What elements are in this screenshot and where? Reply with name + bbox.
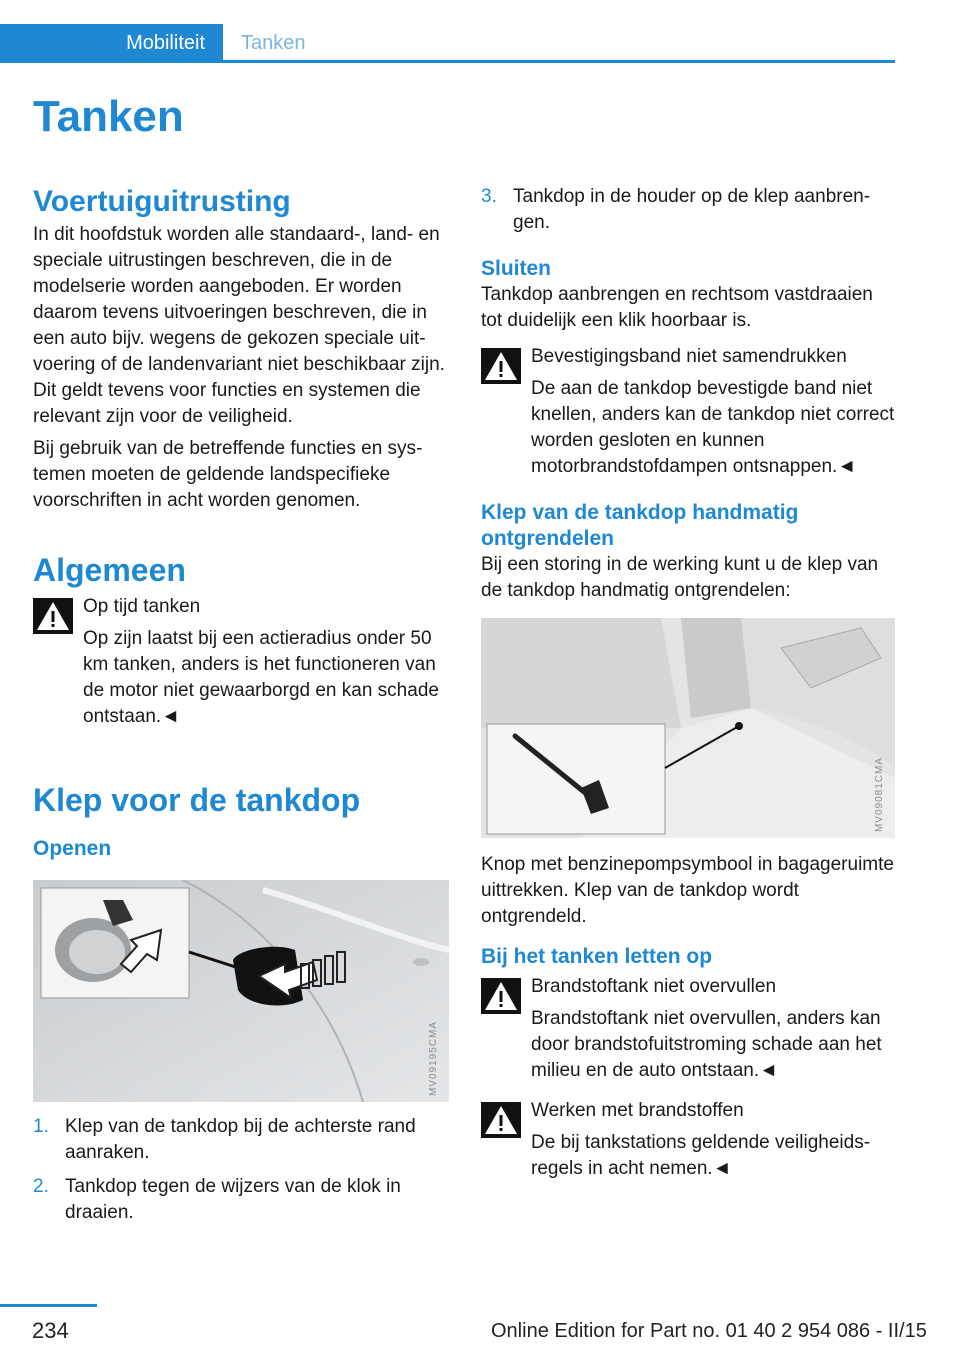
tab-tanken[interactable]: Tanken: [241, 32, 306, 54]
heading-sluiten: Sluiten: [481, 257, 552, 280]
fuel-flap-illustration: [33, 880, 449, 1102]
paragraph-close: Tankdop aanbrengen en rechtsom vastdraaien tot duidelijk een klik hoorbaar is.: [481, 284, 873, 331]
tab-mobiliteit[interactable]: Mobiliteit: [0, 24, 223, 62]
page-number-rule: [0, 1304, 97, 1307]
warning-block-op-tijd-tanken: [33, 594, 451, 730]
warning-icon: [481, 348, 521, 384]
heading-bij-het-tanken: Bij het tanken letten op: [481, 945, 713, 968]
edition-footer: Online Edition for Part no. 01 40 2 954 086 - II/15: [491, 1320, 927, 1342]
warning-title: Brandstoftank niet overvullen: [531, 976, 777, 997]
warning-block-band: [481, 344, 895, 480]
figure-fuel-flap-opening: [33, 880, 449, 1102]
paragraph-equipment-1: In dit hoofdstuk worden alle standaard-, land- en speciale uitrustingen beschreven, die in de modelserie worden aangeboden. Er worden daarom tevens uitvoeringen beschreven, die in een auto bijv. wegens de gekozen speciale uitvoering of de landenvariant niet beschikbaar zijn. Dit geldt tevens voor functies en systemen die relevant zijn voor de veiligheid.: [33, 224, 445, 427]
list-item: 2. Tankdop tegen de wijzers van de klok in draaien.: [33, 1176, 401, 1223]
warning-title: Werken met brandstoffen: [531, 1100, 744, 1121]
warning-icon: [33, 598, 73, 634]
steps-list-continued: [481, 184, 895, 236]
page-number: 234: [32, 1318, 69, 1343]
right-column: [481, 184, 895, 1182]
list-item: 1. Klep van de tankdop bij de achterste rand aanraken.: [33, 1116, 416, 1163]
figure-code: MV09081CMA: [874, 756, 885, 832]
warning-icon: [481, 978, 521, 1014]
page-title: Tanken: [33, 92, 184, 141]
trunk-release-illustration: [481, 618, 895, 838]
heading-voertuiguitrusting: Voertuiguitrusting: [33, 185, 291, 218]
figure-code: MV09195CMA: [428, 1020, 439, 1096]
paragraph-knob: Knop met benzinepompsymbool in bagageruimte uittrekken. Klep van de tankdop wordt ontgrendeld.: [481, 854, 894, 927]
warning-text: De aan de tankdop bevestigde band niet knellen, anders kan de tankdop niet correct worden gesloten en kunnen motorbrandstofdampen ontsnappen.◄: [531, 378, 895, 477]
steps-list: [33, 1114, 451, 1226]
warning-icon: [481, 1102, 521, 1138]
list-item: 3. Tankdop in de houder op de klep aanbrengen.: [481, 186, 871, 233]
figure-trunk-release: [481, 618, 895, 838]
warning-text: Op zijn laatst bij een actieradius onder 50 km tanken, anders is het functioneren van de motor niet gewaarborgd en kan schade ontstaan.◄: [83, 628, 439, 727]
warning-title: Bevestigingsband niet samendrukken: [531, 346, 847, 367]
heading-openen: Openen: [33, 837, 112, 860]
header-rule: [0, 60, 895, 63]
left-column: [33, 182, 451, 1226]
heading-algemeen: Algemeen: [33, 552, 186, 588]
heading-handmatig-ontgrendelen: Klep van de tankdop handmatig ontgrendelen: [481, 501, 799, 550]
warning-title: Op tijd tanken: [83, 596, 201, 617]
warning-text: Brandstoftank niet overvullen, anders kan door brandstofuitstroming schade aan het milieu en de auto ontstaan.◄: [531, 1008, 882, 1081]
warning-block-brandstoffen: [481, 1098, 895, 1182]
heading-klep-voor-de-tankdop: Klep voor de tankdop: [33, 782, 361, 818]
warning-block-overvullen: [481, 974, 895, 1084]
paragraph-equipment-2: Bij gebruik van de betreffende functies en systemen moeten de geldende landspecifieke voorschriften in acht worden genomen.: [33, 438, 423, 511]
warning-text: De bij tankstations geldende veiligheidsregels in acht nemen.◄: [531, 1132, 871, 1179]
paragraph-manual: Bij een storing in de werking kunt u de klep van de tankdop handmatig ontgrendelen:: [481, 554, 879, 601]
